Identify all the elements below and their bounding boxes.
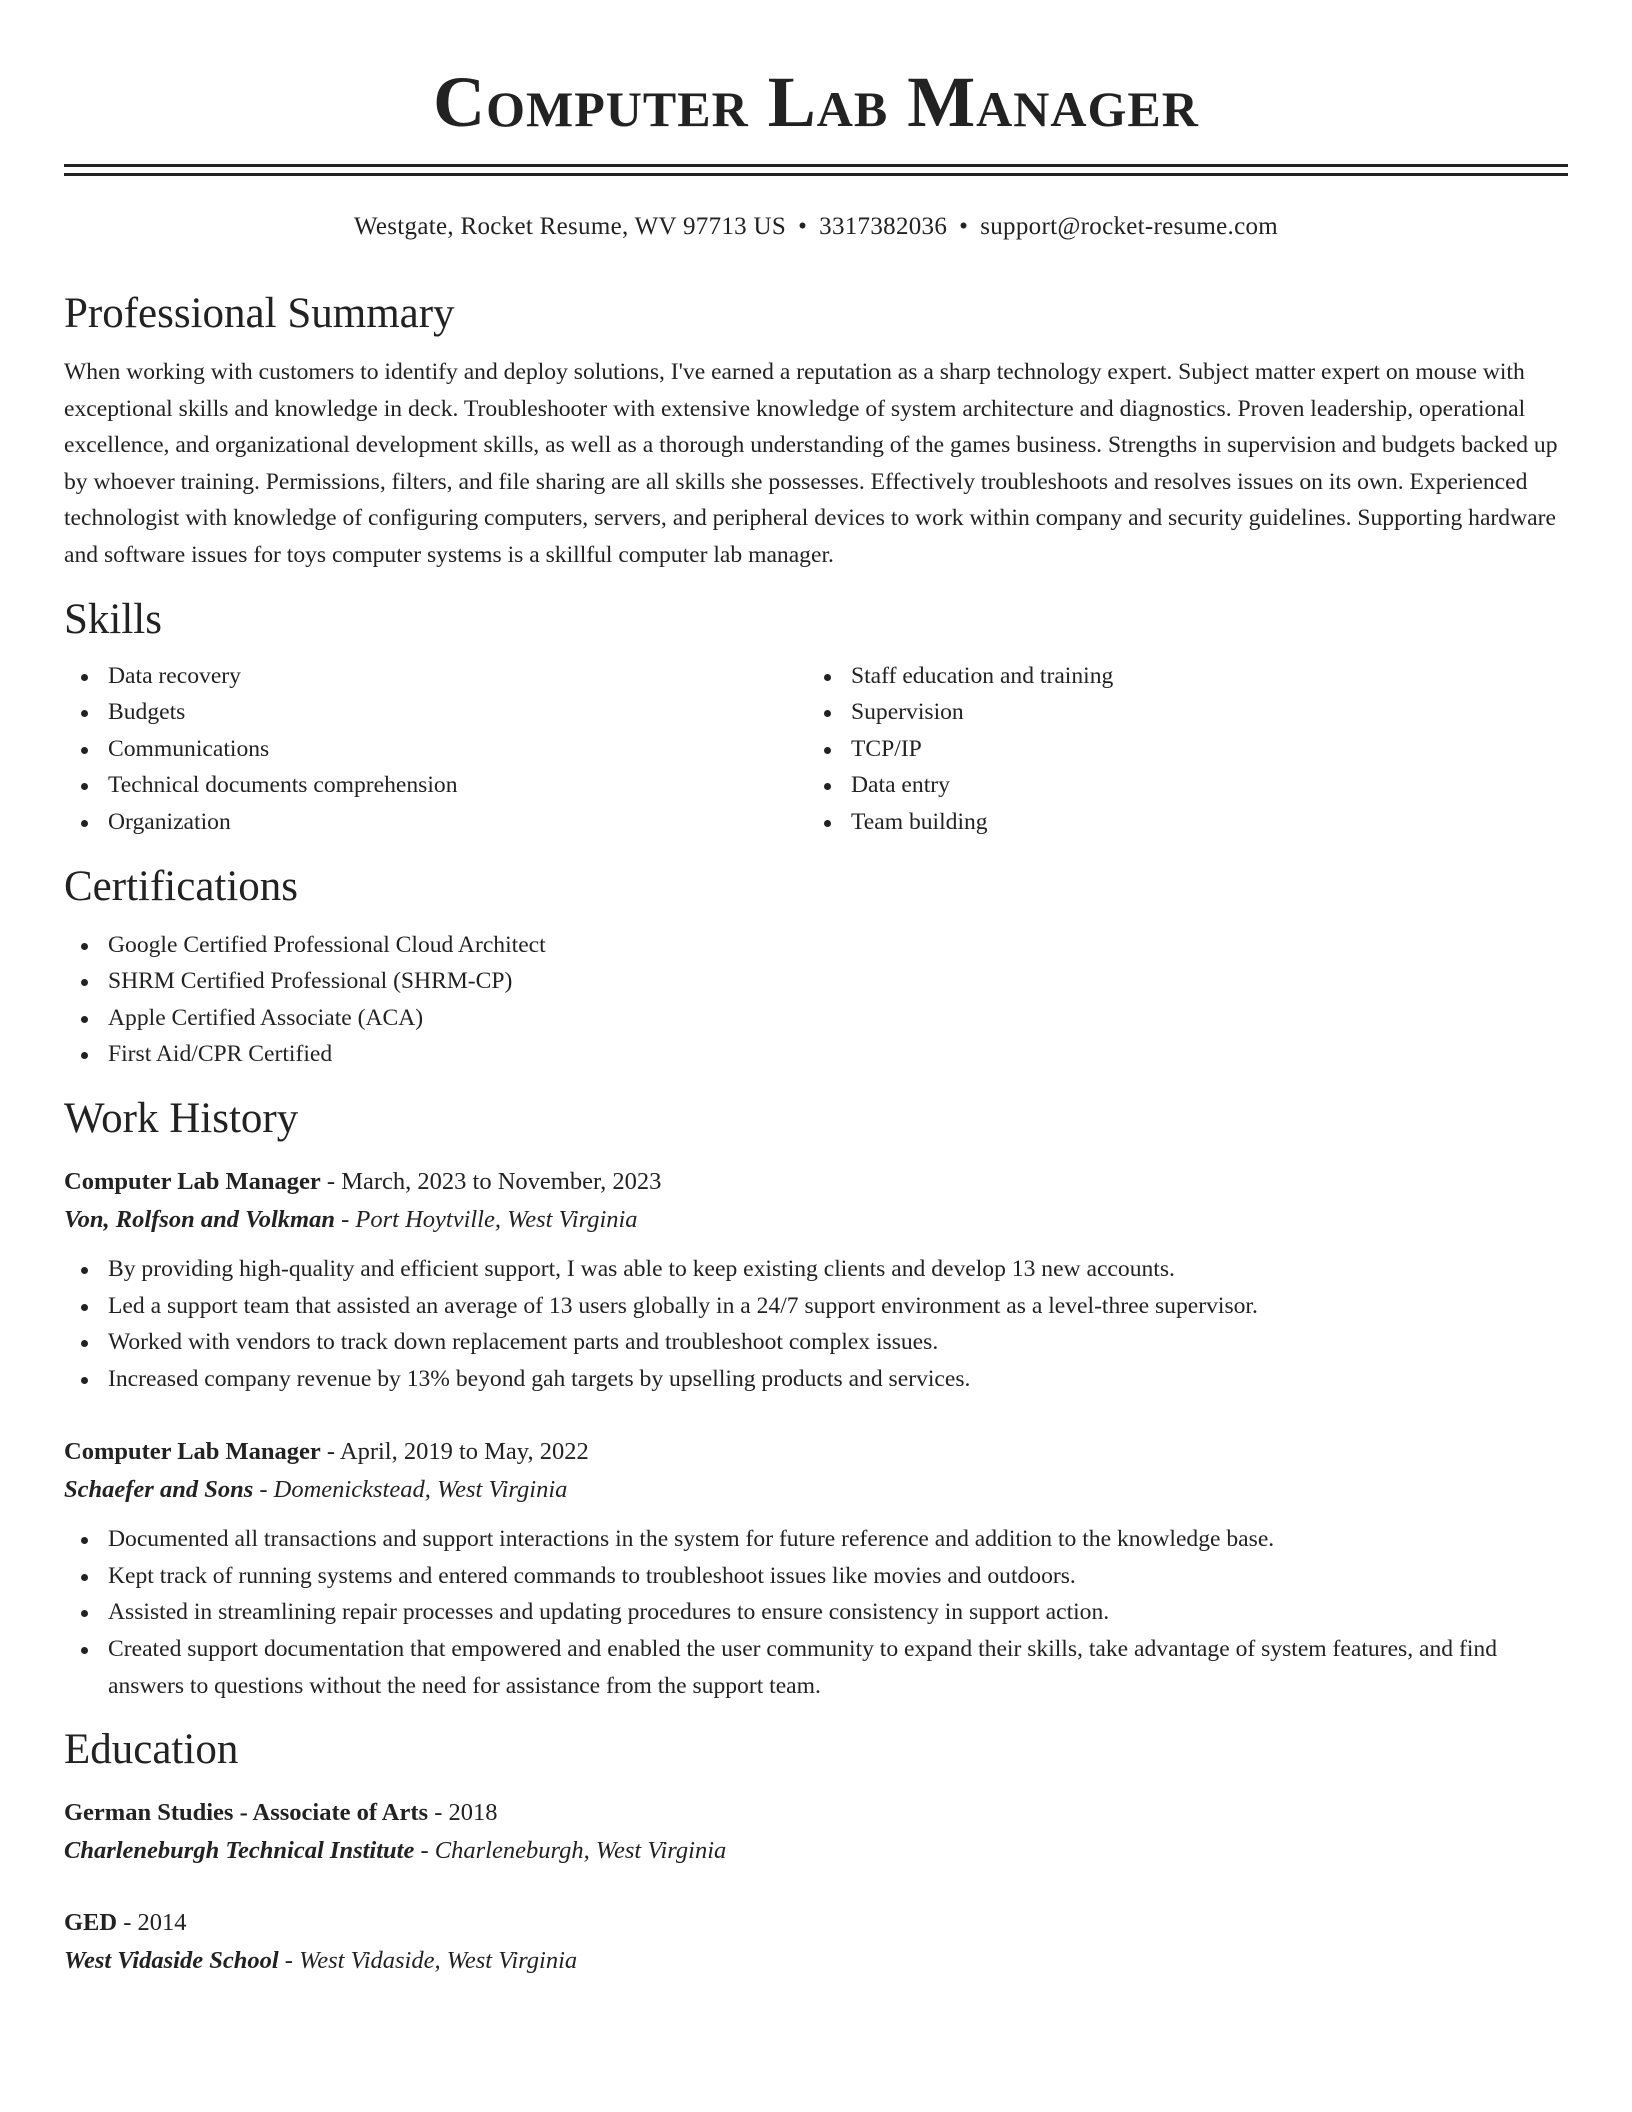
education-school-line bbox=[64, 1942, 1568, 1980]
skills-grid bbox=[64, 658, 1568, 841]
skill-item: Team building bbox=[807, 804, 1550, 841]
dash-separator: - bbox=[341, 1205, 350, 1233]
contact-separator: • bbox=[959, 213, 969, 240]
job-bullet: Kept track of running systems and entered commands to troubleshoot issues like movies and outdoors. bbox=[64, 1558, 1568, 1595]
job-title-line bbox=[64, 1163, 1568, 1201]
contact-address: Westgate, Rocket Resume, WV 97713 US bbox=[353, 213, 787, 240]
job-entry bbox=[64, 1163, 1568, 1397]
job-location: Domenickstead, West Virginia bbox=[273, 1476, 568, 1504]
header-divider-bottom bbox=[64, 173, 1568, 176]
skill-item: Organization bbox=[64, 804, 807, 841]
education-heading: Education bbox=[64, 1726, 239, 1774]
education-degree: GED bbox=[64, 1909, 118, 1937]
dash-separator: - bbox=[326, 1438, 336, 1466]
job-title-line bbox=[64, 1433, 1568, 1471]
education-degree: German Studies - Associate of Arts bbox=[64, 1799, 429, 1827]
job-company-line bbox=[64, 1471, 1568, 1509]
certification-item: First Aid/CPR Certified bbox=[64, 1036, 1568, 1073]
dash-separator: - bbox=[123, 1909, 132, 1937]
job-bullet: Led a support team that assisted an average of 13 users globally in a 24/7 support environment as a level-three supervisor. bbox=[64, 1288, 1568, 1325]
job-company: Von, Rolfson and Volkman bbox=[64, 1205, 335, 1233]
summary-heading: Professional Summary bbox=[64, 290, 455, 337]
job-company: Schaefer and Sons bbox=[64, 1476, 254, 1504]
education-degree-line bbox=[64, 1904, 1568, 1942]
skill-item: Budgets bbox=[64, 694, 807, 731]
job-entry bbox=[64, 1433, 1568, 1704]
dash-separator: - bbox=[434, 1799, 443, 1827]
job-title: Computer Lab Manager bbox=[64, 1438, 321, 1466]
skill-item: Communications bbox=[64, 731, 807, 768]
education-year: 2014 bbox=[137, 1909, 187, 1937]
job-title: Computer Lab Manager bbox=[64, 1167, 321, 1195]
contact-email: support@rocket-resume.com bbox=[980, 213, 1279, 240]
job-location: Port Hoytville, West Virginia bbox=[355, 1205, 638, 1233]
dash-separator: - bbox=[284, 1947, 293, 1975]
skill-item: Data entry bbox=[807, 767, 1550, 804]
education-location: West Vidaside, West Virginia bbox=[299, 1947, 578, 1975]
job-bullet: Documented all transactions and support interactions in the system for future reference and addition to the knowledge base. bbox=[64, 1521, 1568, 1558]
contact-line bbox=[64, 210, 1568, 244]
contact-separator: • bbox=[798, 213, 808, 240]
skill-item: Staff education and training bbox=[807, 658, 1550, 695]
skill-item: Supervision bbox=[807, 694, 1550, 731]
skill-item: Technical documents comprehension bbox=[64, 767, 807, 804]
job-dates: April, 2019 to May, 2022 bbox=[339, 1438, 589, 1466]
dash-separator: - bbox=[259, 1476, 268, 1504]
job-company-line bbox=[64, 1201, 1568, 1239]
certification-item: Google Certified Professional Cloud Architect bbox=[64, 927, 1568, 964]
certifications-heading: Certifications bbox=[64, 862, 299, 910]
certification-item: Apple Certified Associate (ACA) bbox=[64, 1000, 1568, 1037]
job-bullet: Created support documentation that empowered and enabled the user community to expand their skills, take advantage of system features, and find answers to questions without the need for assistance from the support team. bbox=[64, 1631, 1568, 1704]
education-degree-line bbox=[64, 1794, 1568, 1832]
job-bullets bbox=[64, 1251, 1568, 1397]
skill-item: TCP/IP bbox=[807, 731, 1550, 768]
work-history-heading: Work History bbox=[64, 1094, 299, 1142]
summary-text: When working with customers to identify and deploy solutions, I've earned a reputation as a sharp technology expert. Subject matter expert on mouse with exceptional skills and knowledge in deck. Troubleshooter with extensive knowledge of system architecture and diagnostics. Proven leadership, operational excellence, and organizational development skills, as well as a thorough understanding of the games business. Strengths in supervision and budgets backed up by whoever training. Permissions, filters, and file sharing are all skills she possesses. Effectively troubleshoots and resolves issues on its own. Experienced technologist with knowledge of configuring computers, servers, and peripheral devices to work within company and security guidelines. Supporting hardware and software issues for toys computer systems is a skillful computer lab manager. bbox=[64, 359, 1558, 568]
education-location: Charleneburgh, West Virginia bbox=[434, 1837, 727, 1865]
contact-phone: 3317382036 bbox=[819, 213, 948, 240]
skills-list-right bbox=[807, 658, 1550, 841]
education-year: 2018 bbox=[448, 1799, 498, 1827]
certification-item: SHRM Certified Professional (SHRM-CP) bbox=[64, 963, 1568, 1000]
resume-name-heading: Computer Lab Manager bbox=[433, 62, 1199, 142]
education-school: West Vidaside School bbox=[64, 1947, 279, 1975]
header-divider-top bbox=[64, 164, 1568, 167]
job-bullets bbox=[64, 1521, 1568, 1704]
education-school-line bbox=[64, 1832, 1568, 1870]
skills-list-left bbox=[64, 658, 807, 841]
skills-heading: Skills bbox=[64, 595, 162, 643]
job-bullet: Worked with vendors to track down replacement parts and troubleshoot complex issues. bbox=[64, 1324, 1568, 1361]
skill-item: Data recovery bbox=[64, 658, 807, 695]
education-school: Charleneburgh Technical Institute bbox=[64, 1837, 415, 1865]
job-bullet: Increased company revenue by 13% beyond gah targets by upselling products and services. bbox=[64, 1361, 1568, 1398]
dash-separator: - bbox=[326, 1167, 336, 1195]
job-bullet: Assisted in streamlining repair processes and updating procedures to ensure consistency in support action. bbox=[64, 1594, 1568, 1631]
job-bullet: By providing high-quality and efficient support, I was able to keep existing clients and develop 13 new accounts. bbox=[64, 1251, 1568, 1288]
education-entry bbox=[64, 1794, 1568, 1870]
education-entry bbox=[64, 1904, 1568, 1980]
certifications-list bbox=[64, 927, 1568, 1073]
dash-separator: - bbox=[420, 1837, 429, 1865]
job-dates: March, 2023 to November, 2023 bbox=[341, 1167, 662, 1195]
